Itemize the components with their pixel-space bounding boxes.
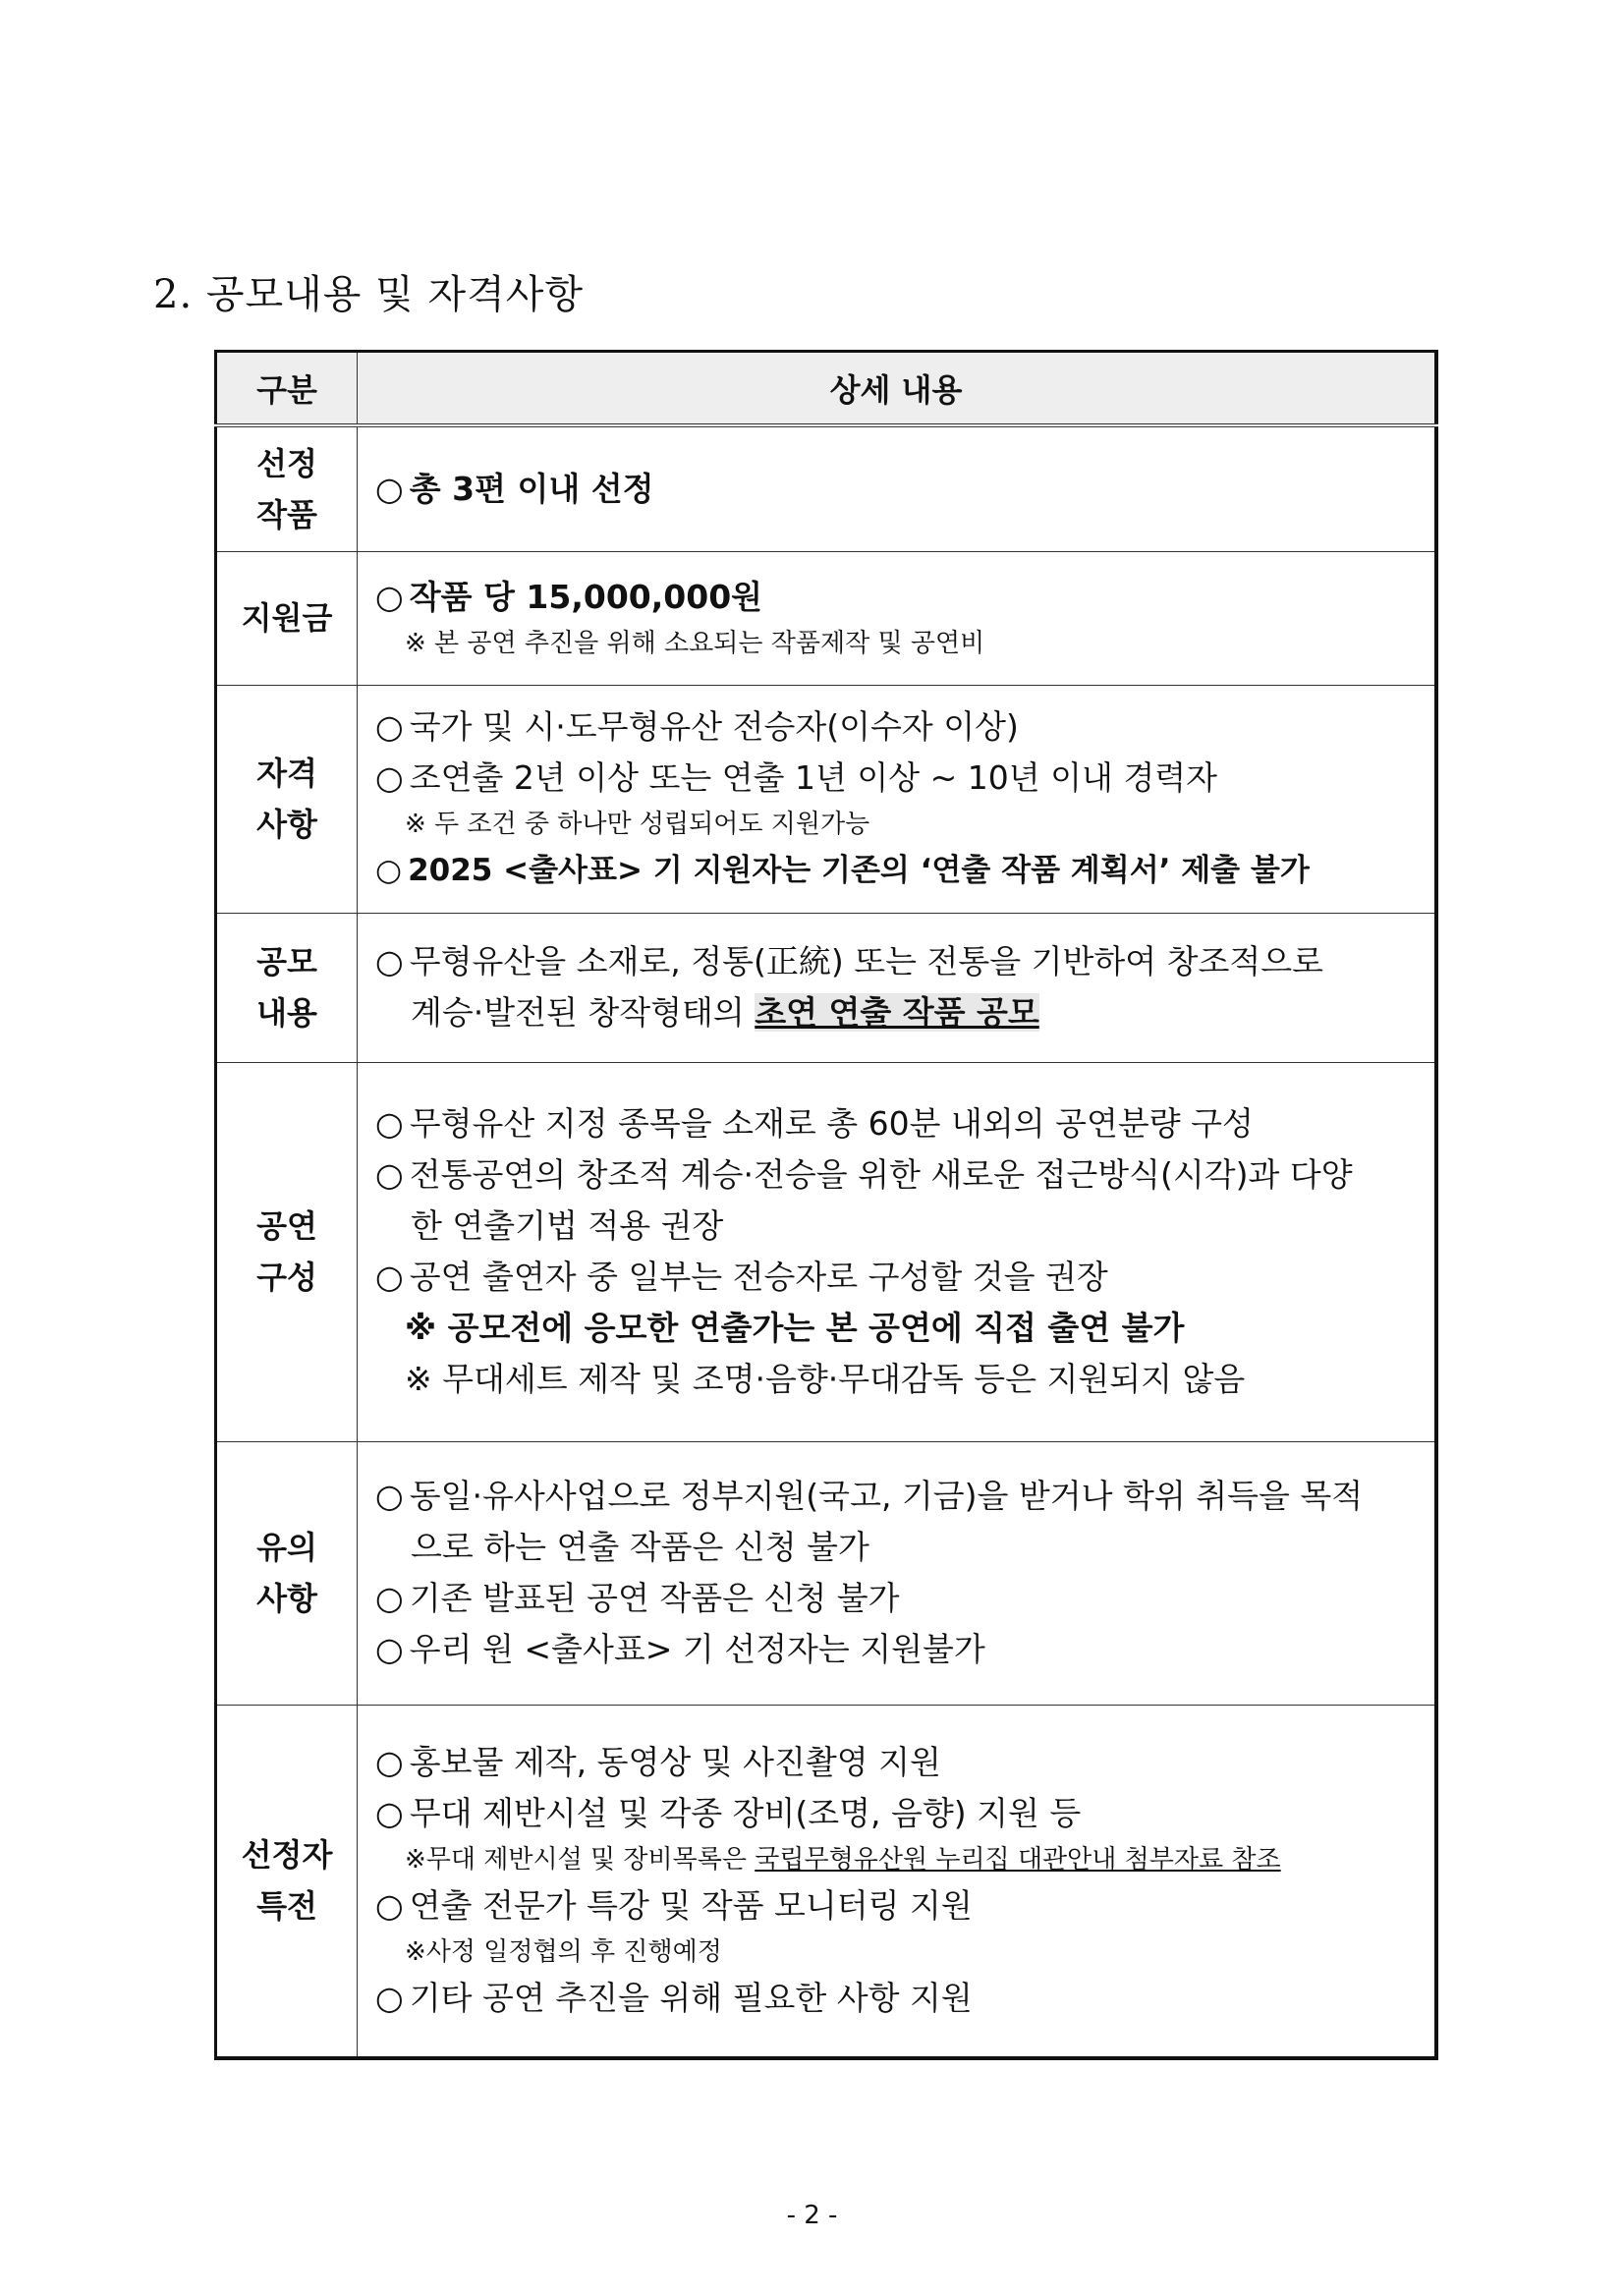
bullet-line: ○ 전통공연의 창조적 계승·전승을 위한 새로운 접근방식(시각)과 다양 xyxy=(375,1149,1421,1201)
bullet-line: ○ 조연출 2년 이상 또는 연출 1년 이상 ~ 10년 이내 경력자 xyxy=(375,753,1421,804)
category-caution xyxy=(216,1441,358,1705)
contest-details-table xyxy=(214,350,1438,2060)
highlighted-text: 초연 연출 작품 공모 xyxy=(755,993,1039,1032)
bullet-line: ○ 기존 발표된 공연 작품은 신청 불가 xyxy=(375,1573,1421,1624)
category-label: 공연 구성 xyxy=(256,1207,317,1296)
category-label: 유의 사항 xyxy=(256,1529,317,1617)
row-qualification xyxy=(216,685,1437,913)
note-line: ※사정 일정협의 후 진행예정 xyxy=(405,1937,722,1968)
category-performance xyxy=(216,1062,358,1441)
detail-qualification xyxy=(358,685,1437,913)
row-grant xyxy=(216,551,1437,685)
category-label: 선정 작품 xyxy=(256,444,317,533)
bullet-line: ○ 기타 공연 추진을 위해 필요한 사항 지원 xyxy=(375,1973,1421,2024)
category-selection xyxy=(216,425,358,551)
table-header-row xyxy=(216,352,1437,426)
bullet-line: ○ 무형유산 지정 종목을 소재로 총 60분 내외의 공연분량 구성 xyxy=(375,1098,1421,1149)
continuation-line xyxy=(375,987,1421,1038)
bullet-line: ○ 무형유산을 소재로, 정통(正統) 또는 전통을 기반하여 창조적으로 xyxy=(375,936,1421,987)
bullet-line: ○ 국가 및 시·도무형유산 전승자(이수자 이상) xyxy=(375,701,1421,753)
category-grant xyxy=(216,551,358,685)
underlined-reference: 국립무형유산원 누리집 대관안내 첨부자료 참조 xyxy=(755,1845,1281,1876)
category-benefits xyxy=(216,1705,358,2058)
bullet-line: ○ 2025 <출사표> 기 지원자는 기존의 ‘연출 작품 계획서’ 제출 불가 xyxy=(375,845,1421,896)
row-contest xyxy=(216,913,1437,1062)
bullet-line: ○ 무대 제반시설 및 각종 장비(조명, 음향) 지원 등 xyxy=(375,1788,1421,1839)
bullet-line: ○ 작품 당 15,000,000원 xyxy=(375,572,1421,623)
row-benefits xyxy=(216,1705,1437,2058)
category-qualification xyxy=(216,685,358,913)
detail-grant xyxy=(358,551,1437,685)
bullet-line: ○ 홍보물 제작, 동영상 및 사진촬영 지원 xyxy=(375,1737,1421,1788)
note-line: ※ 공모전에 응모한 연출가는 본 공연에 직접 출연 불가 xyxy=(405,1309,1185,1347)
continuation-line: 한 연출기법 적용 권장 xyxy=(411,1206,724,1245)
column-header-category: 구분 xyxy=(216,352,358,426)
page-number: - 2 - xyxy=(786,2201,838,2230)
row-selection xyxy=(216,425,1437,551)
bullet-line: ○ 총 3편 이내 선정 xyxy=(375,464,1421,515)
text-segment: ※무대 제반시설 및 장비목록은 xyxy=(405,1845,756,1876)
text-segment: 계승·발전된 창작형태의 xyxy=(411,993,756,1032)
section-heading: 2. 공모내용 및 자격사항 xyxy=(153,272,585,317)
category-label: 공모 내용 xyxy=(256,943,317,1032)
note-line: ※ 본 공연 추진을 위해 소요되는 작품제작 및 공연비 xyxy=(405,629,985,658)
category-label: 자격 사항 xyxy=(256,755,317,843)
bullet-line: ○ 우리 원 <출사표> 기 선정자는 지원불가 xyxy=(375,1624,1421,1675)
category-label: 지원금 xyxy=(241,599,333,637)
detail-caution xyxy=(358,1441,1437,1705)
bullet-line: ○ 연출 전문가 특강 및 작품 모니터링 지원 xyxy=(375,1880,1421,1932)
note-line: ※ 무대세트 제작 및 조명·음향·무대감독 등은 지원되지 않음 xyxy=(405,1360,1246,1398)
detail-performance xyxy=(358,1062,1437,1441)
bullet-line: ○ 공연 출연자 중 일부는 전승자로 구성할 것을 권장 xyxy=(375,1252,1421,1303)
row-caution xyxy=(216,1441,1437,1705)
row-performance xyxy=(216,1062,1437,1441)
category-contest xyxy=(216,913,358,1062)
column-header-detail: 상세 내용 xyxy=(358,352,1437,426)
category-label: 선정자 특전 xyxy=(241,1836,333,1926)
note-line: ※ 두 조건 중 하나만 성립되어도 지원가능 xyxy=(405,810,870,839)
note-line xyxy=(375,1839,1421,1880)
detail-selection xyxy=(358,425,1437,551)
detail-benefits xyxy=(358,1705,1437,2058)
detail-contest xyxy=(358,913,1437,1062)
continuation-line: 으로 하는 연출 작품은 신청 불가 xyxy=(411,1528,869,1566)
bullet-line: ○ 동일·유사사업으로 정부지원(국고, 기금)을 받거나 학위 취득을 목적 xyxy=(375,1471,1421,1522)
